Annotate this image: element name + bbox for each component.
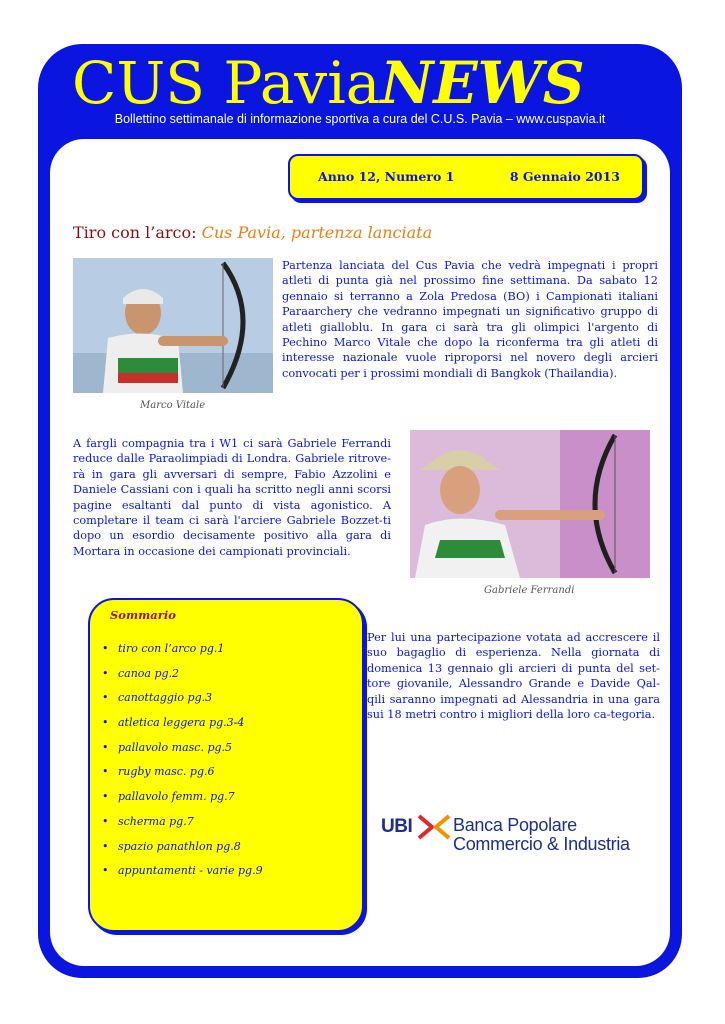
summary-item[interactable] <box>102 691 263 716</box>
summary-title: Sommario <box>110 608 176 622</box>
newsletter-subtitle: Bollettino settimanale di informazione sportiva a cura del C.U.S. Pavia – www.cuspavia.it <box>114 112 606 126</box>
article-paragraph-3: Per lui una partecipazione votata ad accrescere il suo bagaglio di esperienza. Nella giornata di domenica 13 gennaio gli arcieri di punta del set-tore giovanile, Alessandro Grande e Davide Qal-qili saranno impegnati ad Alessandria in una gara sui 18 metri contro i migliori della loro ca-tegoria. <box>367 631 660 722</box>
summary-item-label: tiro con l’arco pg.1 <box>118 642 225 655</box>
bullet-icon: • <box>102 864 109 878</box>
sponsor-line-1: Banca Popolare <box>453 815 577 835</box>
archer-photo-graphic-2 <box>410 430 650 578</box>
bullet-icon: • <box>102 691 109 705</box>
photo-marco-vitale <box>73 258 273 393</box>
masthead <box>38 44 682 139</box>
bullet-icon: • <box>102 790 109 804</box>
summary-item-label: scherma pg.7 <box>118 814 194 828</box>
bullet-icon: • <box>102 814 109 828</box>
newsletter-title <box>72 49 585 117</box>
bullet-icon: • <box>102 839 109 853</box>
title-part1: CUS Pavia <box>72 49 381 117</box>
bullet-icon: • <box>102 666 109 680</box>
summary-item[interactable] <box>102 765 263 790</box>
issue-number: Anno 12, Numero 1 <box>318 169 455 184</box>
summary-item-label: atletica leggera pg.3-4 <box>118 716 245 730</box>
article-paragraph-1: Partenza lanciata del Cus Pavia che vedrà impegnati i propri atleti di punta già nel prossimo fine settimana. Da sabato 12 gennaio si terranno a Zola Predosa (BO) i Campionati italiani Paraarchery che vedranno impegnati un significativo gruppo di atleti gialloblu. In gara ci sarà tra gli olimpici l'argento di Pechino Marco Vitale che dopo la riconferma tra gli atleti di interesse nazionale vuole riproporsi nel novero degli arcieri convocati per i prossimi mondiali di Bangkok (Thailandia). <box>282 259 658 380</box>
summary-item[interactable] <box>102 864 263 889</box>
summary-item[interactable] <box>102 666 263 692</box>
summary-item[interactable] <box>102 814 263 840</box>
article-paragraph-2: A fargli compagnia tra i W1 ci sarà Gabriele Ferrandi reduce dalle Paraolimpiadi di Londra. Gabriele ritrove-rà in gara gli avversari di sempre, Fabio Azzolini e Daniele Cassiani con i quali ha scritto negli anni scorsi pagine esaltanti dal punto di vista agonistico. A completare il team ci sarà l'arciere Gabriele Bozzet-ti dopo un esordio decisamente positivo alla gara di Mortara in occasione dei campionati provinciali. <box>73 437 391 558</box>
photo-caption-1: Marco Vitale <box>140 400 206 411</box>
summary-item-label: rugby masc. pg.6 <box>118 765 215 779</box>
summary-list <box>90 642 263 889</box>
bullet-icon: • <box>102 642 109 655</box>
photo-caption-2: Gabriele Ferrandi <box>484 585 575 596</box>
summary-item-label: pallavolo femm. pg.7 <box>118 790 235 804</box>
bullet-icon: • <box>102 765 109 779</box>
summary-item[interactable] <box>102 790 263 815</box>
bullet-icon: • <box>102 716 109 730</box>
photo-gabriele-ferrandi <box>410 430 650 578</box>
summary-item[interactable] <box>102 716 263 741</box>
summary-item-label: canottaggio pg.3 <box>118 691 213 705</box>
ubi-x-mark-icon <box>417 812 451 842</box>
summary-box <box>88 598 364 932</box>
issue-date: 8 Gennaio 2013 <box>509 169 620 184</box>
archer-photo-graphic <box>73 258 273 393</box>
summary-item[interactable] <box>102 839 263 865</box>
bullet-icon: • <box>102 740 109 754</box>
sponsor-ubi: UBI <box>381 816 413 837</box>
summary-item[interactable] <box>102 642 263 667</box>
title-part2: NEWS <box>380 49 585 117</box>
summary-item-label: spazio panathlon pg.8 <box>118 839 241 853</box>
sponsor-line-2: Commercio & Industria <box>453 834 630 854</box>
article-title: Cus Pavia, partenza lanciata <box>201 223 433 242</box>
issue-info-box <box>288 154 644 200</box>
summary-item-label: pallavolo masc. pg.5 <box>118 740 233 754</box>
article-category: Tiro con l’arco: <box>73 223 197 242</box>
summary-item-label: appuntamenti - varie pg.9 <box>118 864 263 878</box>
sponsor-logo <box>381 812 651 858</box>
summary-item[interactable] <box>102 740 263 766</box>
article-headline <box>73 223 432 242</box>
summary-item-label: canoa pg.2 <box>118 666 180 680</box>
